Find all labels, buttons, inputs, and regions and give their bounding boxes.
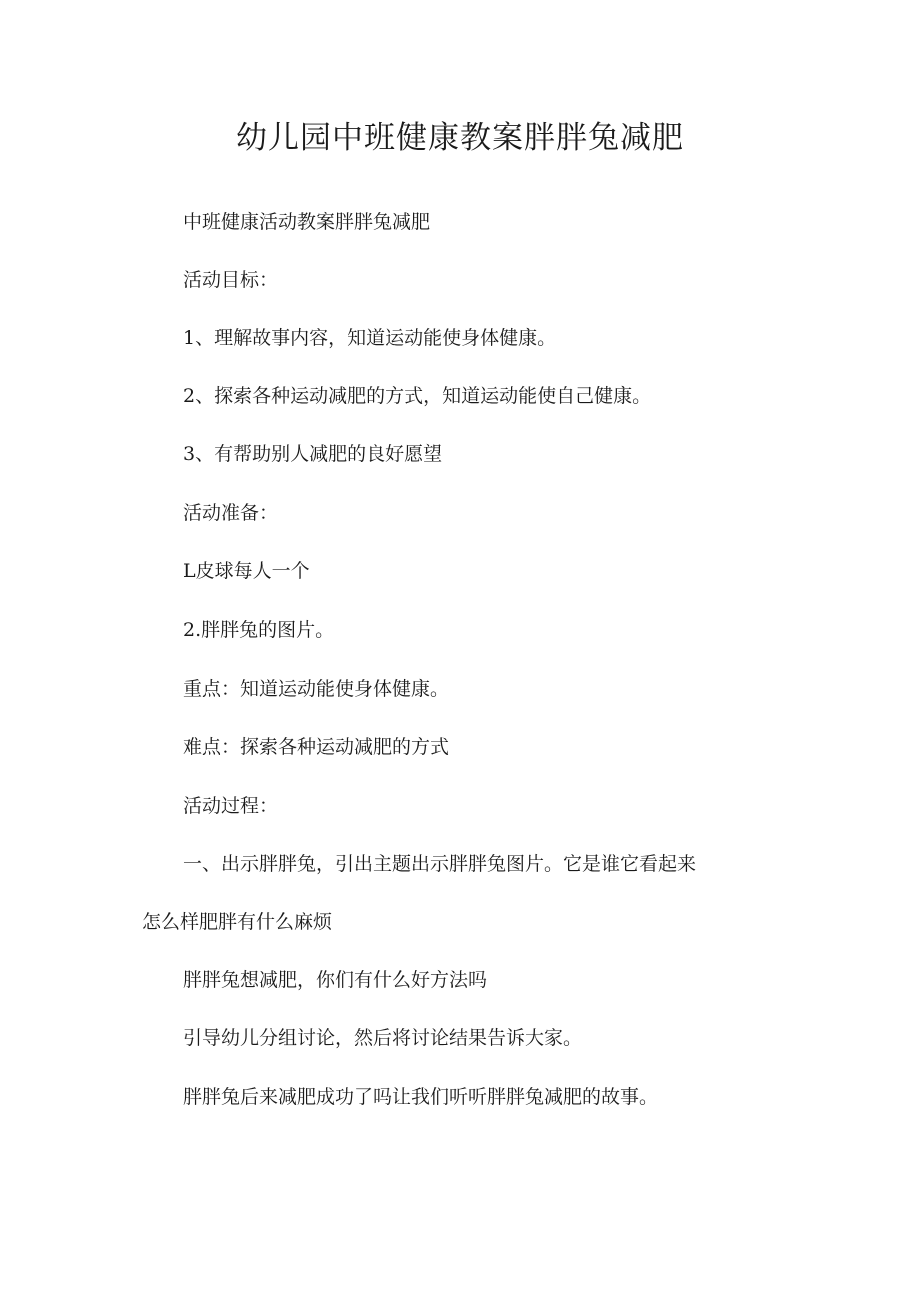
section-heading-goals: 活动目标： bbox=[183, 269, 279, 291]
paragraph: 胖胖兔想减肥，你们有什么好方法吗 bbox=[183, 969, 488, 991]
document-title: 幼儿园中班健康教案胖胖兔减肥 bbox=[236, 120, 684, 156]
difficult-point: 难点：探索各种运动减肥的方式 bbox=[183, 736, 450, 758]
goal-item-1: 1、理解故事内容，知道运动能使身体健康。 bbox=[183, 327, 557, 349]
paragraph: 引导幼儿分组讨论，然后将讨论结果告诉大家。 bbox=[183, 1027, 583, 1049]
key-point: 重点：知道运动能使身体健康。 bbox=[183, 678, 450, 700]
paragraph-subtitle: 中班健康活动教案胖胖兔减肥 bbox=[183, 211, 431, 233]
preparation-item-2: 2.胖胖兔的图片。 bbox=[183, 619, 335, 641]
section-heading-process: 活动过程： bbox=[183, 795, 279, 817]
process-step-1: 一、出示胖胖兔，引出主题出示胖胖兔图片。它是谁它看起来 bbox=[183, 853, 697, 875]
goal-item-3: 3、有帮助别人减肥的良好愿望 bbox=[183, 443, 443, 465]
paragraph: 胖胖兔后来减肥成功了吗让我们听听胖胖兔减肥的故事。 bbox=[183, 1086, 659, 1108]
process-step-1-continued: 怎么样肥胖有什么麻烦 bbox=[142, 911, 333, 933]
preparation-item-1: L皮球每人一个 bbox=[183, 560, 310, 582]
section-heading-preparation: 活动准备： bbox=[183, 502, 279, 524]
goal-item-2: 2、探索各种运动减肥的方式，知道运动能使自己健康。 bbox=[183, 385, 652, 407]
